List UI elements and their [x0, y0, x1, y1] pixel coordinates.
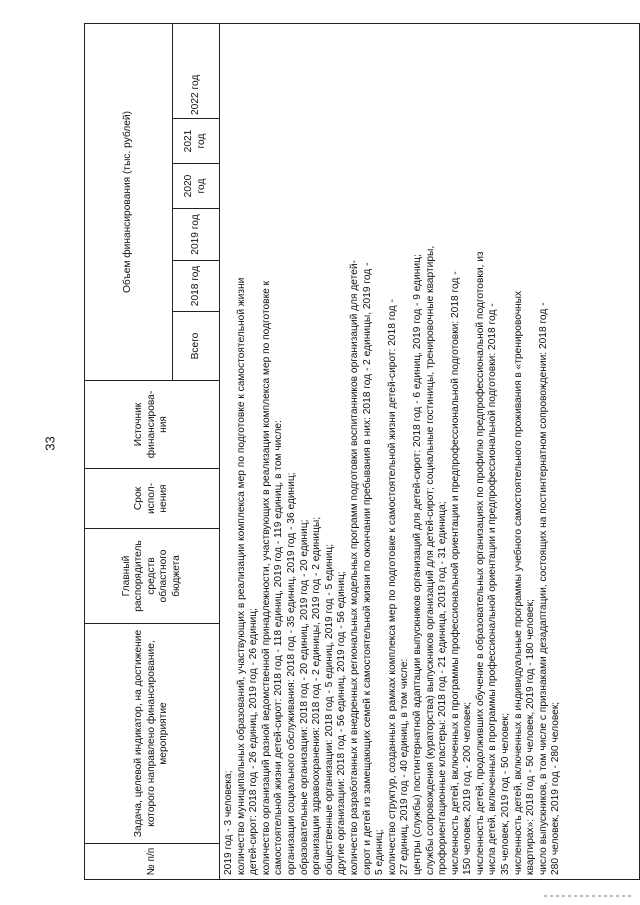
indicator-line: количество муниципальных образований, участвующих в реализации комплекса мер по подготовке к самостоятельной жизни	[235, 277, 247, 875]
indicator-line: 150 человек, 2019 год - 200 человек;	[462, 701, 474, 875]
indicator-line: количество разработанных и внедренных региональных модельных программ подготовки воспитанников организаций для детей-	[348, 260, 360, 875]
indicator-line: профориентационные кластеры: 2018 год - 21 единица, 2019 год - 31 единица;	[437, 501, 449, 875]
header-2019: 2019 год	[173, 209, 220, 261]
indicator-line: 280 человек, 2019 год - 280 человек;	[550, 701, 562, 875]
indicator-line: самостоятельной жизни детей-сирот: 2018 год - 118 единиц, 2019 год - 119 единиц, в том числе:	[273, 420, 285, 875]
indicator-line: 35 человек, 2019 год - 50 человек;	[500, 713, 512, 875]
indicator-line: службы сопровождения (кураторства) выпускников организаций для детей-сирот; социальные гостиницы, тренировочные квартиры,	[424, 245, 436, 875]
indicator-line: сирот и детей из замещающих семей к самостоятельной жизни по окончании пребывания в них: 2018 год - 2 единицы, 2019 год -	[361, 262, 373, 875]
indicator-line: 2019 год - 3 человека;	[223, 770, 234, 875]
indicators-cell	[220, 24, 640, 880]
header-distributor: Главный распорядитель средств областного бюджета	[85, 529, 220, 624]
indicator-line: центры (службы) постинтернатной адаптации выпускников организаций для детей-сирот: 2018 год - 6 единиц, 2019 год - 9 единиц;	[411, 254, 423, 875]
indicator-line: численность детей, включенных в программы профессиональной ориентации и предпрофессиональной подготовки: 2018 год -	[449, 271, 461, 875]
indicator-line: детей-сирот: 2018 год - 26 единиц, 2019 год - 26 единиц;	[248, 608, 260, 875]
header-volume: Объем финансирования (тыс. рублей)	[85, 24, 173, 381]
indicator-line: организации здравоохранения: 2018 год - 2 единицы, 2019 год - 2 единицы;	[311, 516, 323, 875]
indicator-line: 5 единиц;	[374, 829, 386, 875]
indicator-line: организации социального обслуживания: 2018 год - 35 единиц, 2019 год - 36 единиц;	[285, 472, 297, 875]
financing-table	[84, 23, 640, 880]
scan-artifact	[544, 895, 634, 897]
header-2021: 2021 год	[173, 119, 220, 164]
header-num: № п/п	[85, 844, 220, 880]
header-total: Всего	[173, 312, 220, 381]
indicator-line: количество организаций разной ведомственной принадлежности, участвующих в реализации комплекса мер по подготовке к	[260, 280, 272, 875]
indicator-line: квартирах»: 2018 год - 50 человек, 2019 год - 180 человек;	[525, 599, 537, 875]
rotated-table-sheet	[84, 24, 640, 880]
header-term: Срок испол-нения	[85, 469, 220, 529]
indicator-line: 27 единиц, 2019 год - 40 единиц, в том числе:	[399, 658, 411, 875]
header-2022: 2022 год	[173, 24, 220, 119]
indicator-line: число выпускников, в том числе с признаками дезадаптации, состоящих на постинтернатном сопровождении: 2018 год -	[537, 302, 549, 875]
indicator-line: численность детей, включенных в индивидуальные программы учебного самостоятельного проживания в «тренировочных	[512, 290, 524, 875]
indicator-line: другие организации: 2018 год - 56 единиц, 2019 год - 56 единиц;	[336, 571, 348, 875]
indicator-line: количество структур, созданных в рамках комплекса мер по подготовке к самостоятельной жизни детей-сирот: 2018 год -	[386, 299, 398, 875]
indicator-line: общественные организации: 2018 год - 5 единиц, 2019 год - 5 единиц;	[323, 543, 335, 875]
indicator-line: численность детей, продолживших обучение в образовательных организациях по профилю предпрофессиональной подготовки, из	[474, 251, 486, 875]
header-source: Источник финансирова-ния	[85, 381, 220, 469]
header-2020: 2020 год	[173, 164, 220, 209]
header-task: Задача, целевой индикатор, на достижение которого направлено финансирование, мероприятие	[85, 624, 220, 844]
page-number: 33	[42, 436, 58, 451]
indicator-line: числа детей, включенных в программы профессиональной ориентации и предпрофессиональной подготовки: 2018 год -	[487, 303, 499, 875]
header-2018: 2018 год	[173, 261, 220, 312]
indicator-line: образовательные организации: 2018 год - 20 единиц, 2019 год - 20 единиц;	[298, 519, 310, 875]
